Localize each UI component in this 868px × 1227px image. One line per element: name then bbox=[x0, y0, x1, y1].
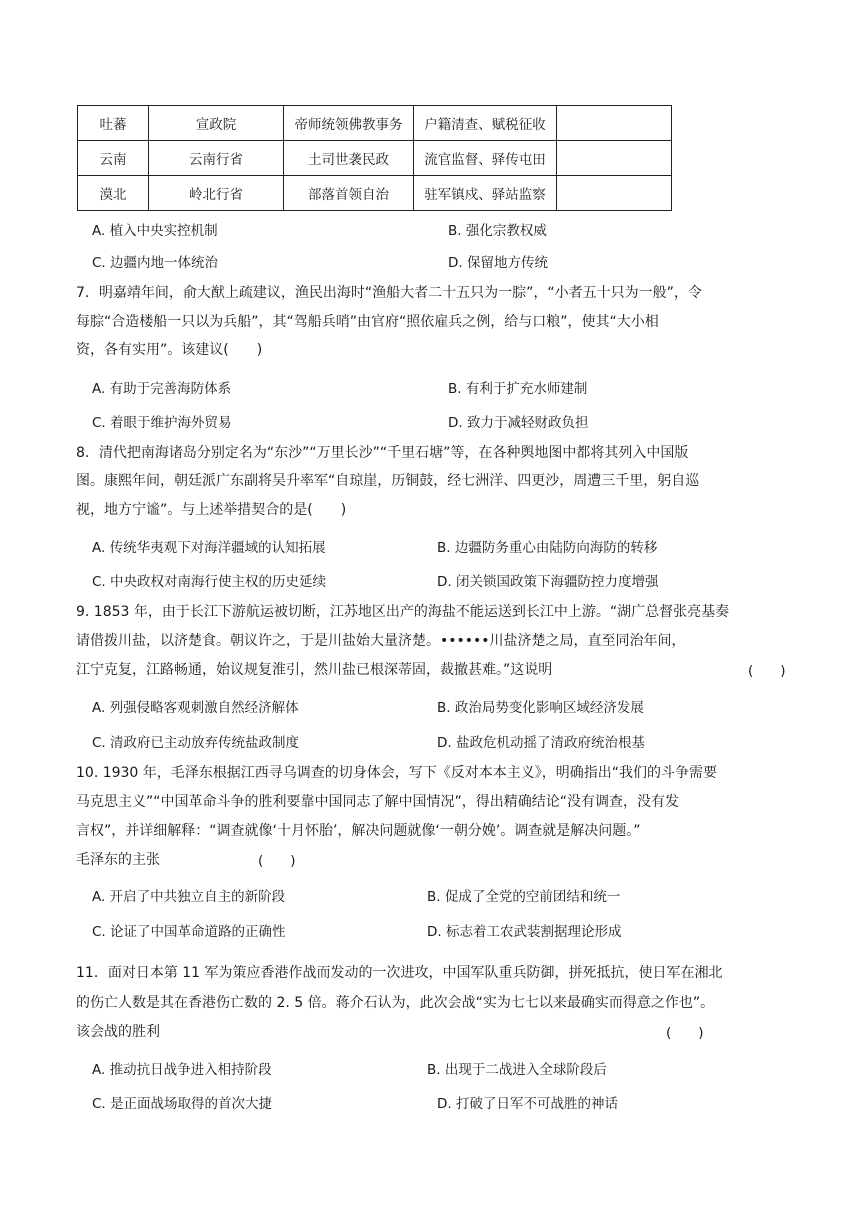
q9-option-c[interactable]: C. 清政府已主动放弃传统盐政制度 bbox=[92, 735, 300, 751]
q6-option-b[interactable]: B. 强化宗教权威 bbox=[448, 223, 547, 239]
q10-answer-paren: ( ) bbox=[258, 853, 296, 869]
q8-stem-line: 图。康熙年间，朝廷派广东副将吴升率军“自琼崖，历铜鼓，经七洲洋、四更沙，周遭三千里，躬自巡 bbox=[76, 473, 700, 489]
q11-option-b[interactable]: B. 出现于二战进入全球阶段后 bbox=[427, 1062, 607, 1078]
table-cell: 部落首领自治 bbox=[284, 176, 414, 211]
q9-answer-paren: ( ) bbox=[748, 663, 786, 679]
q10-option-a[interactable]: A. 开启了中共独立自主的新阶段 bbox=[92, 889, 286, 905]
table-cell: 云南 bbox=[78, 141, 149, 176]
q6-option-a[interactable]: A. 植入中央实控机制 bbox=[92, 223, 218, 239]
q11-stem-line: 11．面对日本第 11 军为策应香港作战而发动的一次进攻，中国军队重兵防御，拼死抵抗，使日军在湘北 bbox=[76, 965, 723, 981]
table-cell: 云南行省 bbox=[149, 141, 284, 176]
table-cell bbox=[557, 176, 672, 211]
q8-option-d[interactable]: D. 闭关锁国政策下海疆防控力度增强 bbox=[437, 574, 659, 590]
governance-table bbox=[77, 105, 672, 211]
q11-option-c[interactable]: C. 是正面战场取得的首次大捷 bbox=[92, 1096, 273, 1112]
q10-stem-line: 10. 1930 年，毛泽东根据江西寻乌调查的切身体会，写下《反对本本主义》，明确指出“我们的斗争需要 bbox=[76, 765, 718, 781]
q9-stem-line: 9. 1853 年，由于长江下游航运被切断，江苏地区出产的海盐不能运送到长江中上游。“湖广总督张亮基奏 bbox=[76, 604, 730, 620]
q11-option-a[interactable]: A. 推动抗日战争进入相持阶段 bbox=[92, 1062, 272, 1078]
q8-stem-line: 视，地方宁谧”。与上述举措契合的是( ) bbox=[76, 502, 347, 518]
q7-option-b[interactable]: B. 有利于扩充水师建制 bbox=[448, 381, 588, 397]
q10-stem-line: 毛泽东的主张 bbox=[76, 852, 160, 868]
table-cell: 土司世袭民政 bbox=[284, 141, 414, 176]
q10-option-b[interactable]: B. 促成了全党的空前团结和统一 bbox=[427, 889, 621, 905]
q8-option-b[interactable]: B. 边疆防务重心由陆防向海防的转移 bbox=[437, 540, 658, 556]
q9-stem-line: 江宁克复，江路畅通，始议规复淮引，然川盐已根深蒂固，裁撤甚难。”这说明 bbox=[76, 662, 553, 678]
q11-stem-line: 该会战的胜利 bbox=[76, 1024, 160, 1040]
q9-option-b[interactable]: B. 政治局势变化影响区域经济发展 bbox=[437, 700, 644, 716]
table-row bbox=[78, 141, 672, 176]
table-cell: 驻军镇戍、驿站监察 bbox=[414, 176, 557, 211]
table-cell: 流官监督、驿传屯田 bbox=[414, 141, 557, 176]
q10-option-c[interactable]: C. 论证了中国革命道路的正确性 bbox=[92, 924, 286, 940]
q7-option-a[interactable]: A. 有助于完善海防体系 bbox=[92, 381, 232, 397]
q9-stem-line: 请借拨川盐，以济楚食。朝议许之，于是川盐始大量济楚。••••••川盐济楚之局，直至同治年间， bbox=[76, 633, 686, 649]
q9-option-a[interactable]: A. 列强侵略客观刺激自然经济解体 bbox=[92, 700, 299, 716]
q6-option-c[interactable]: C. 边疆内地一体统治 bbox=[92, 255, 219, 271]
table-row bbox=[78, 106, 672, 141]
q8-stem-line: 8．清代把南海诸岛分别定名为“东沙”“万里长沙”“千里石塘”等，在各种舆地图中都将其列入中国版 bbox=[76, 445, 689, 461]
q11-option-d[interactable]: D. 打破了日军不可战胜的神话 bbox=[437, 1096, 618, 1112]
q10-stem-line: 马克思主义”“中国革命斗争的胜利要靠中国同志了解中国情况”，得出精确结论“没有调查，没有发 bbox=[76, 794, 680, 810]
q8-option-c[interactable]: C. 中央政权对南海行使主权的历史延续 bbox=[92, 574, 327, 590]
q7-stem-line: 资，各有实用”。该建议( ) bbox=[76, 342, 263, 358]
q7-stem-line: 每腙“合造楼船一只以为兵船”，其“驾船兵哨”由官府“照依雇兵之例，给与口粮”，使其“大小相 bbox=[76, 314, 659, 330]
q9-option-d[interactable]: D. 盐政危机动摇了清政府统治根基 bbox=[437, 735, 645, 751]
table-cell bbox=[557, 141, 672, 176]
table-cell: 宣政院 bbox=[149, 106, 284, 141]
q10-option-d[interactable]: D. 标志着工农武装割据理论形成 bbox=[427, 924, 622, 940]
q11-answer-paren: ( ) bbox=[666, 1025, 704, 1041]
table-cell: 岭北行省 bbox=[149, 176, 284, 211]
table-cell: 漠北 bbox=[78, 176, 149, 211]
table-cell: 吐蕃 bbox=[78, 106, 149, 141]
q7-stem-line: 7．明嘉靖年间，俞大猷上疏建议，渔民出海时“渔船大者二十五只为一腙”，“小者五十只为一般”，令 bbox=[76, 285, 702, 301]
table-cell bbox=[557, 106, 672, 141]
table-row bbox=[78, 176, 672, 211]
q7-option-c[interactable]: C. 着眼于维护海外贸易 bbox=[92, 415, 232, 431]
table-cell: 户籍清查、赋税征收 bbox=[414, 106, 557, 141]
q6-option-d[interactable]: D. 保留地方传统 bbox=[448, 255, 548, 271]
q8-option-a[interactable]: A. 传统华夷观下对海洋疆域的认知拓展 bbox=[92, 540, 326, 556]
q11-stem-line: 的伤亡人数是其在香港伤亡数的 2. 5 倍。蒋介石认为，此次会战“实为七七以来最确实而得意之作也”。 bbox=[76, 995, 715, 1011]
table-cell: 帝师统领佛教事务 bbox=[284, 106, 414, 141]
q7-option-d[interactable]: D. 致力于减轻财政负担 bbox=[448, 415, 589, 431]
q10-stem-line: 言权”，并详细解释：“调查就像‘十月怀胎’，解决问题就像‘一朝分娩’。调查就是解决问题。” bbox=[76, 823, 641, 839]
